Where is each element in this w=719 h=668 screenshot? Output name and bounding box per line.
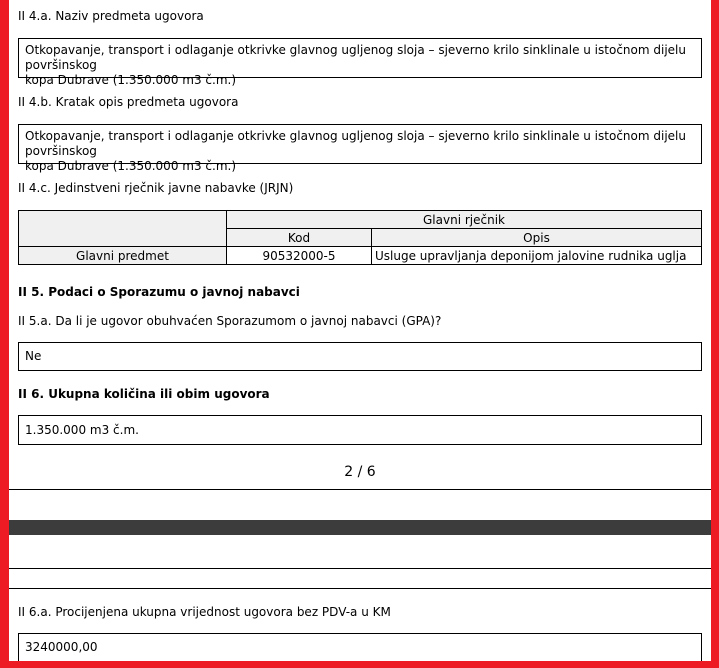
header-divider-2: [9, 588, 711, 589]
section-5a-title: II 5.a. Da li je ugovor obuhvaćen Sporazumom o javnoj nabavci (GPA)?: [18, 314, 442, 328]
section-4b-value-line2: kopa Dubrave (1.350.000 m3 č.m.): [25, 159, 237, 173]
section-4b-value-line1: Otkopavanje, transport i odlaganje otkrivke glavnog ugljenog sloja – sjeverno krilo sinklinale u istočnom dijelu površinskog: [25, 129, 686, 158]
table-group-header: Glavni rječnik: [227, 211, 702, 229]
section-6a-value: 3240000,00: [18, 633, 702, 661]
header-divider-1: [9, 568, 711, 569]
page-bottom-divider: [9, 489, 711, 490]
document-page: [9, 0, 711, 661]
table-col-opis: Opis: [372, 229, 702, 247]
table-header-row: [19, 211, 702, 229]
section-4a-value-line2: kopa Dubrave (1.350.000 m3 č.m.): [25, 73, 237, 87]
section-6-title: II 6. Ukupna količina ili obim ugovora: [18, 387, 270, 401]
table-row-label: Glavni predmet: [19, 247, 227, 265]
table-empty-header: [19, 211, 227, 247]
section-4c-title: II 4.c. Jedinstveni rječnik javne nabavke (JRJN): [18, 181, 294, 195]
section-4a-title: II 4.a. Naziv predmeta ugovora: [18, 9, 204, 23]
section-5a-value: Ne: [18, 342, 702, 371]
page-gap: [9, 520, 711, 535]
section-4b-value: [18, 124, 702, 173]
table-row: [19, 247, 702, 265]
table-row-kod: 90532000-5: [227, 247, 372, 265]
jrjn-table: [18, 210, 702, 265]
section-6a-title: II 6.a. Procijenjena ukupna vrijednost ugovora bez PDV-a u KM: [18, 605, 391, 619]
section-4b-title: II 4.b. Kratak opis predmeta ugovora: [18, 95, 239, 109]
section-4a-value-line1: Otkopavanje, transport i odlaganje otkrivke glavnog ugljenog sloja – sjeverno krilo sinklinale u istočnom dijelu površinskog: [25, 43, 686, 72]
section-4a-value: [18, 38, 702, 87]
table-col-kod: Kod: [227, 229, 372, 247]
section-6-value: 1.350.000 m3 č.m.: [18, 415, 702, 445]
section-5-title: II 5. Podaci o Sporazumu o javnoj nabavci: [18, 285, 300, 299]
table-row-opis: Usluge upravljanja deponijom jalovine rudnika uglja: [372, 247, 702, 265]
page-number: 2 / 6: [344, 464, 376, 480]
